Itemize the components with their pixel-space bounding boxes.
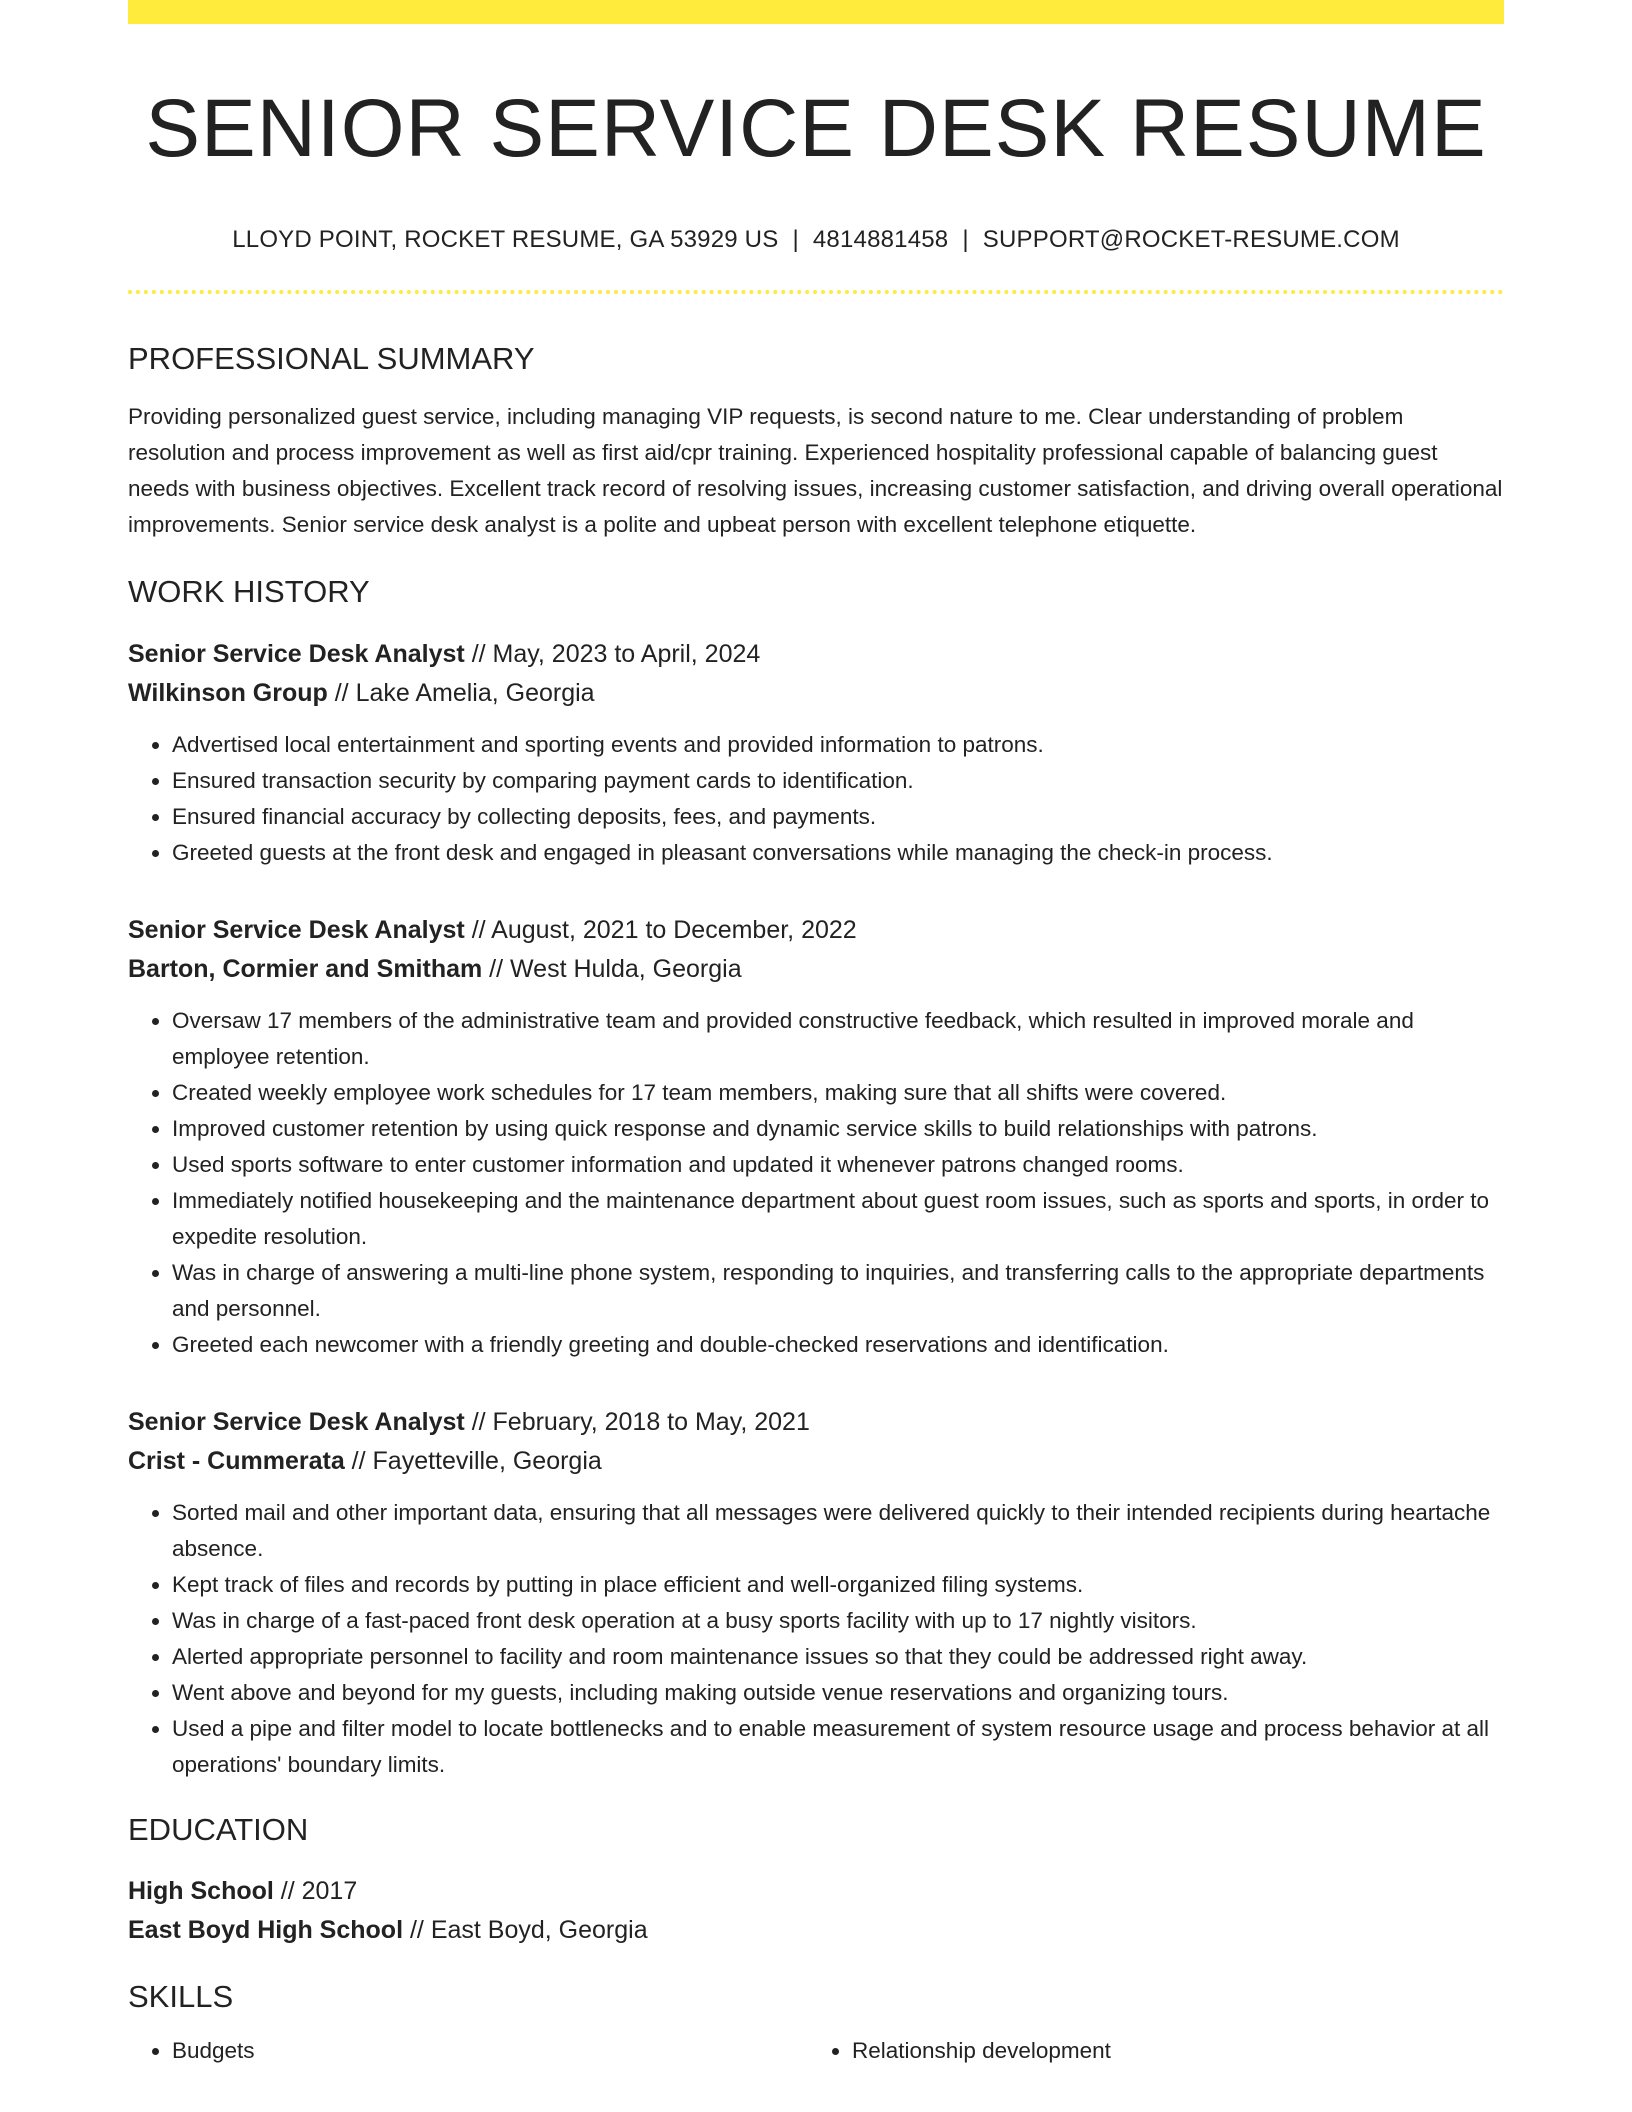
education-location: // East Boyd, Georgia (403, 1915, 648, 1944)
job-company: Wilkinson Group (128, 678, 328, 707)
job-company-line (128, 674, 1504, 713)
skills-column-right (808, 2033, 1488, 2069)
education-degree: High School (128, 1876, 274, 1905)
contact-address: LLOYD POINT, ROCKET RESUME, GA 53929 US (232, 226, 779, 254)
job-title: Senior Service Desk Analyst (128, 639, 465, 668)
list-item: • Was in charge of a fast-paced front desk operation at a busy sports facility with up to 17 nightly visitors. (172, 1603, 1504, 1639)
education-year: // 2017 (273, 1876, 358, 1905)
job-entry (128, 1403, 1504, 1783)
skill-item: • Budgets (172, 2033, 808, 2069)
education-school: East Boyd High School (128, 1915, 404, 1944)
job-dates: // February, 2018 to May, 2021 (464, 1407, 810, 1436)
contact-line (128, 226, 1504, 254)
job-title-line (128, 911, 1504, 950)
skills-heading: SKILLS (128, 1978, 234, 2014)
list-item: • Created weekly employee work schedules for 17 team members, making sure that all shifts were covered. (172, 1075, 1504, 1111)
summary-text: Providing personalized guest service, including managing VIP requests, is second nature to me. Clear understanding of problem resolution and process improvement as well as first aid/cpr training. Experienced hospitality professional capable of balancing guest needs with business objectives. Excellent track record of resolving issues, increasing customer satisfaction, and driving overall operational improvements. Senior service desk analyst is a polite and upbeat person with excellent telephone etiquette. (128, 404, 1503, 538)
list-item: • Alerted appropriate personnel to facility and room maintenance issues so that they could be addressed right away. (172, 1639, 1504, 1675)
contact-separator: | (962, 226, 969, 254)
skill-item: • Relationship development (852, 2033, 1488, 2069)
accent-bar (128, 0, 1504, 24)
job-title-line (128, 1403, 1504, 1442)
job-title: Senior Service Desk Analyst (128, 915, 465, 944)
list-item: • Greeted each newcomer with a friendly greeting and double-checked reservations and identification. (172, 1327, 1504, 1363)
summary-heading: PROFESSIONAL SUMMARY (128, 341, 535, 377)
job-bullets (128, 727, 1504, 871)
contact-separator: | (792, 226, 799, 254)
skills-grid (128, 2033, 1504, 2069)
work-history-heading: WORK HISTORY (128, 574, 370, 610)
job-entry (128, 911, 1504, 1363)
contact-phone: 4814881458 (812, 226, 949, 254)
list-item: • Went above and beyond for my guests, including making outside venue reservations and organizing tours. (172, 1675, 1504, 1711)
job-title: Senior Service Desk Analyst (128, 1407, 465, 1436)
list-item: • Advertised local entertainment and sporting events and provided information to patrons. (172, 727, 1504, 763)
list-item: • Kept track of files and records by putting in place efficient and well-organized filing systems. (172, 1567, 1504, 1603)
job-location: // Fayetteville, Georgia (344, 1446, 602, 1475)
list-item: • Greeted guests at the front desk and engaged in pleasant conversations while managing the check-in process. (172, 835, 1504, 871)
job-location: // West Hulda, Georgia (482, 954, 742, 983)
resume-title: SENIOR SERVICE DESK RESUME (145, 83, 1487, 174)
job-location: // Lake Amelia, Georgia (327, 678, 595, 707)
list-item: • Was in charge of answering a multi-line phone system, responding to inquiries, and transferring calls to the appropriate departments and personnel. (172, 1255, 1504, 1327)
education-entry (128, 1872, 1504, 1950)
job-company-line (128, 950, 1504, 989)
list-item: • Immediately notified housekeeping and the maintenance department about guest room issues, such as sports and sports, in order to expedite resolution. (172, 1183, 1504, 1255)
list-item: • Ensured financial accuracy by collecting deposits, fees, and payments. (172, 799, 1504, 835)
list-item: • Oversaw 17 members of the administrative team and provided constructive feedback, which resulted in improved morale and employee retention. (172, 1003, 1504, 1075)
education-degree-line (128, 1872, 1504, 1911)
list-item: • Sorted mail and other important data, ensuring that all messages were delivered quickly to their intended recipients during heartache absence. (172, 1495, 1504, 1567)
list-item: • Ensured transaction security by comparing payment cards to identification. (172, 763, 1504, 799)
education-heading: EDUCATION (128, 1811, 309, 1847)
contact-email: SUPPORT@ROCKET-RESUME.COM (982, 226, 1400, 254)
job-company-line (128, 1442, 1504, 1481)
job-bullets (128, 1003, 1504, 1363)
resume-content (128, 24, 1504, 2069)
education-school-line (128, 1911, 1504, 1950)
job-dates: // August, 2021 to December, 2022 (464, 915, 857, 944)
job-entry (128, 635, 1504, 871)
job-title-line (128, 635, 1504, 674)
job-dates: // May, 2023 to April, 2024 (464, 639, 761, 668)
job-company: Crist - Cummerata (128, 1446, 345, 1475)
job-bullets (128, 1495, 1504, 1783)
list-item: • Improved customer retention by using quick response and dynamic service skills to build relationships with patrons. (172, 1111, 1504, 1147)
skills-column-left (128, 2033, 808, 2069)
job-company: Barton, Cormier and Smitham (128, 954, 483, 983)
list-item: • Used sports software to enter customer information and updated it whenever patrons changed rooms. (172, 1147, 1504, 1183)
list-item: • Used a pipe and filter model to locate bottlenecks and to enable measurement of system resource usage and process behavior at all operations' boundary limits. (172, 1711, 1504, 1783)
dotted-divider (128, 290, 1504, 294)
